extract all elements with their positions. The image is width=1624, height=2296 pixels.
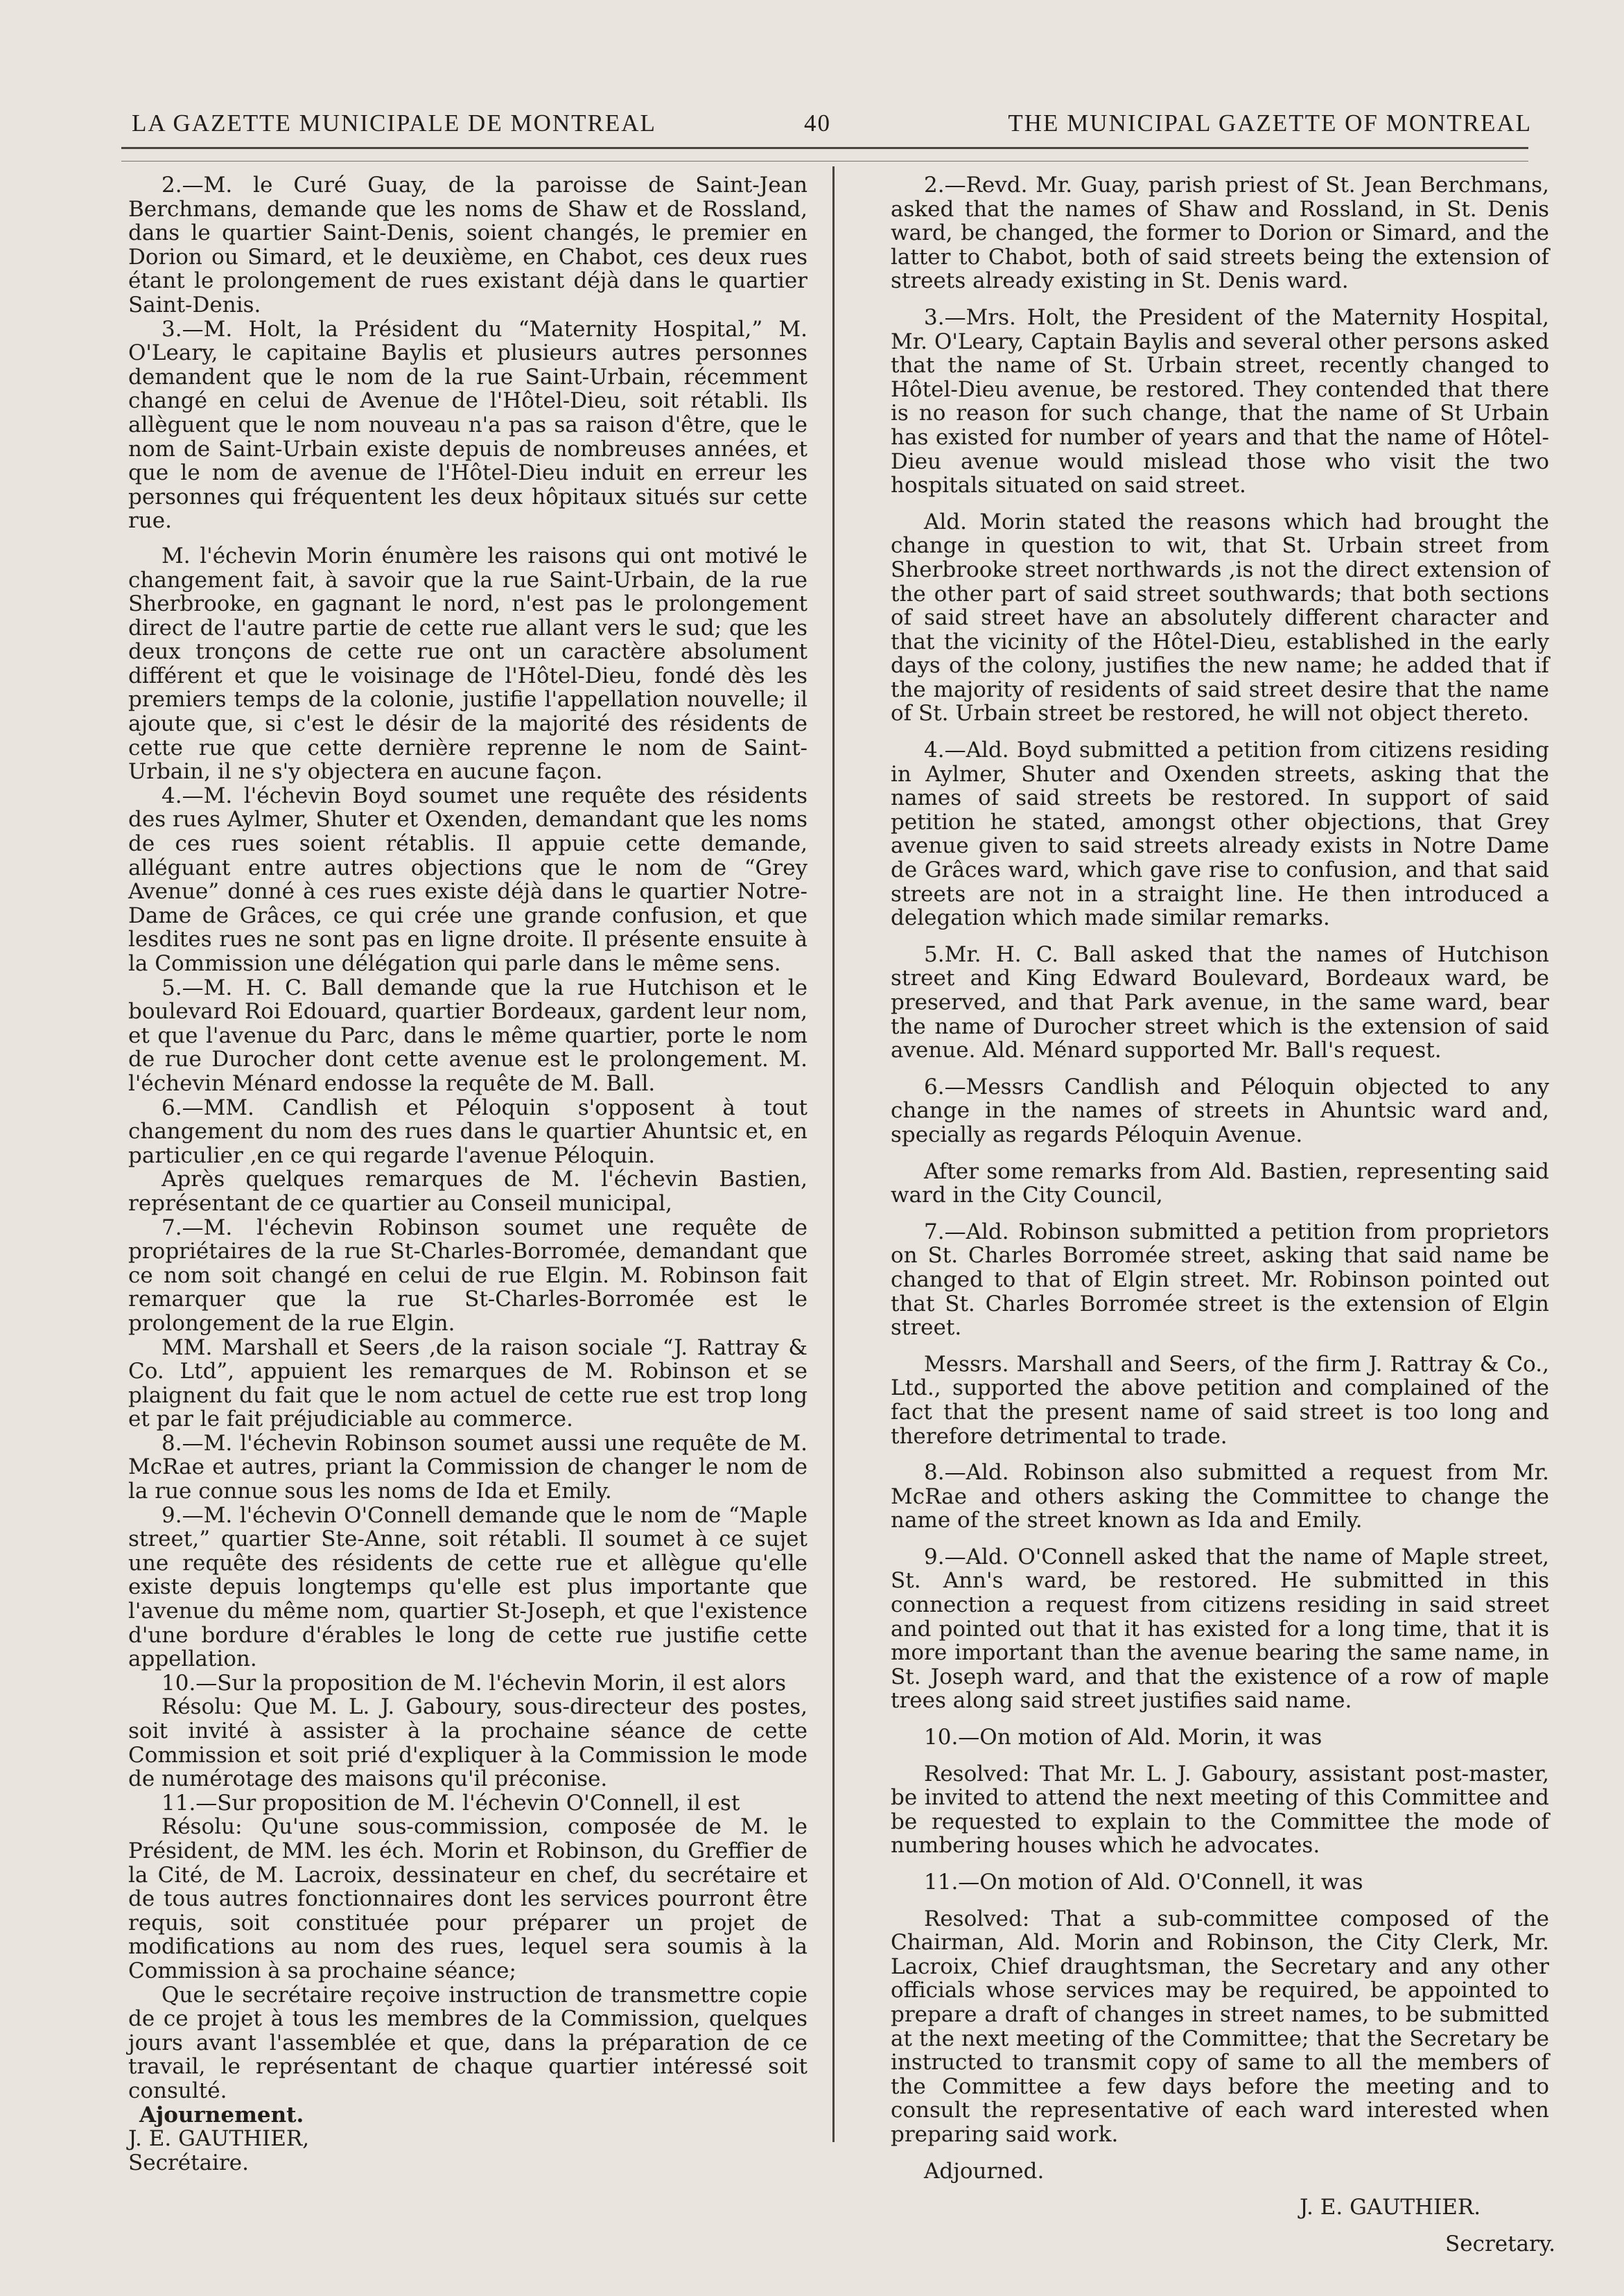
en-paragraph-bastien: After some remarks from Ald. Bastien, representing said ward in the City Council, bbox=[891, 1158, 1549, 1208]
english-column bbox=[891, 173, 1556, 2268]
en-paragraph-10: 10.—On motion of Ald. Morin, it was bbox=[924, 1725, 1322, 1750]
fr-paragraph-6: 6.—MM. Candlish et Péloquin s'opposent à tout changement du nom des rues dans le quartier Ahuntsic et, en particulier ,en ce qui regarde l'avenue Péloquin. bbox=[128, 1095, 807, 1168]
en-paragraph-6: 6.—Messrs Candlish and Péloquin objected to any change in the names of streets in Ahuntsic ward and, specially as regards Péloquin Avenue. bbox=[891, 1074, 1549, 1147]
fr-paragraph-morin: M. l'échevin Morin énumère les raisons qui ont motivé le changement fait, à savoir que la rue Saint-Urbain, de la rue Sherbrooke, en gagnant le nord, n'est pas le prolongement direct de l'autre partie de cette rue allant vers le sud; que les deux tronçons de cette rue ont un caractère absolument différent et que le voisinage de l'Hôtel-Dieu, fondé dès les premiers temps de la colonie, justifie l'appellation nouvelle; il ajoute que, si c'est le désir de la majorité des résidents de cette rue que cette dernière reprenne le nom de Saint-Urbain, il ne s'y objectera en aucune façon. bbox=[128, 543, 807, 785]
fr-paragraph-11: 11.—Sur proposition de M. l'échevin O'Connell, il est bbox=[161, 1790, 740, 1816]
en-paragraph-8: 8.—Ald. Robinson also submitted a request from Mr. McRae and others asking the Committee to change the name of the street known as Ida and Emily. bbox=[891, 1460, 1549, 1533]
en-paragraph-3: 3.—Mrs. Holt, the President of the Maternity Hospital, Mr. O'Leary, Captain Baylis and several other persons asked that the name of St. Urbain street, recently changed to Hôtel-Dieu avenue, be restored. They contended that there is no reason for such change, that the name of St Urbain has existed for number of years and that the name of Hôtel-Dieu avenue would mislead those who visit the two hospitals situated on said street. bbox=[891, 304, 1549, 498]
fr-paragraph-10-resolution: Résolu: Que M. L. J. Gaboury, sous-directeur des postes, soit invité à assister à la prochaine séance de cette Commission et soit prié d'expliquer à la Commission le mode de numérotage des maisons qu'il préconise. bbox=[128, 1694, 807, 1792]
header-english-title: THE MUNICIPAL GAZETTE OF MONTREAL bbox=[1008, 110, 1532, 137]
fr-paragraph-8: 8.—M. l'échevin Robinson soumet aussi une requête de M. McRae et autres, priant la Commission de changer le nom de la rue connue sous les noms de Ida et Emily. bbox=[128, 1430, 807, 1504]
fr-signature-name: J. E. GAUTHIER, bbox=[128, 2126, 310, 2152]
fr-paragraph-10: 10.—Sur la proposition de M. l'échevin Morin, il est alors bbox=[161, 1670, 786, 1696]
en-paragraph-4: 4.—Ald. Boyd submitted a petition from citizens residing in Aylmer, Shuter and Oxenden streets, asking that the names of said streets be restored. In support of said petition he stated, amongst other objections, that Grey avenue given to said streets already exists in Notre Dame de Grâces ward, which gave rise to confusion, and that said streets are not in a straight line. He then introduced a delegation which made similar remarks. bbox=[891, 738, 1549, 931]
french-column bbox=[128, 173, 807, 2175]
en-paragraph-5: 5.Mr. H. C. Ball asked that the names of Hutchison street and King Edward Boulevard, Bordeaux ward, be preserved, and that Park avenue, in the same ward, bear the name of Durocher street which is the extension of said avenue. Ald. Ménard supported Mr. Ball's request. bbox=[891, 941, 1549, 1063]
page-header bbox=[118, 104, 1532, 146]
header-french-title: LA GAZETTE MUNICIPALE DE MONTREAL bbox=[132, 110, 656, 137]
fr-paragraph-9: 9.—M. l'échevin O'Connell demande que le nom de “Maple street,” quartier Ste-Anne, soit rétabli. Il soumet à ce sujet une requête des résidents de cette rue et allègue qu'elle existe depuis longtemps qu'elle est plus importante que l'avenue du même nom, quartier St-Joseph, et que l'existence d'une bordure d'érables le long de cette rue justifie cette appellation. bbox=[128, 1502, 807, 1672]
page-number: 40 bbox=[804, 110, 831, 137]
fr-paragraph-5: 5.—M. H. C. Ball demande que la rue Hutchison et le boulevard Roi Edouard, quartier Bordeaux, gardent leur nom, et que l'avenue du Parc, dans le même quartier, porte le nom de rue Durocher dont cette avenue est le prolongement. M. l'échevin Ménard endosse la requête de M. Ball. bbox=[128, 975, 807, 1096]
en-paragraph-marshall: Messrs. Marshall and Seers, of the firm J. Rattray & Co., Ltd., supported the above petition and complained of the fact that the present name of said street is too long and therefore detrimental to trade. bbox=[891, 1351, 1549, 1449]
header-rule bbox=[121, 147, 1528, 149]
fr-paragraph-4: 4.—M. l'échevin Boyd soumet une requête des résidents des rues Aylmer, Shuter et Oxenden, demandant que les noms de ces rues soient rétablis. Il appuie cette demande, alléguant entre autres objections que le nom de “Grey Avenue” donné à ces rues existe déjà dans le quartier Notre-Dame de Grâces, ce qui crée une grande confusion, et que lesdites rues ne sont pas en ligne droite. Il présente ensuite à la Commission une délégation qui parle dans le même sens. bbox=[128, 783, 807, 976]
column-divider bbox=[832, 166, 835, 2142]
header-rule-thin bbox=[121, 161, 1528, 162]
en-paragraph-11-resolution: Resolved: That a sub-committee composed of the Chairman, Ald. Morin and Robinson, the City Clerk, Mr. Lacroix, Chief draughtsman, the Secretary and any other officials whose services may be required, be appointed to prepare a draft of changes in street names, to be submitted at the next meeting of the Committee; that the Secretary be instructed to transmit copy of same to all the members of the Committee a few days before the meeting and to consult the representative of each ward interested when preparing said work. bbox=[891, 1906, 1549, 2147]
fr-paragraph-3: 3.—M. Holt, la Président du “Maternity Hospital,” M. O'Leary, le capitaine Baylis et plusieurs autres personnes demandent que le nom de la rue Saint-Urbain, récemment changé en celui de Avenue de l'Hôtel-Dieu, soit rétabli. Ils allèguent que le nom nouveau n'a pas sa raison d'être, que le nom de Saint-Urbain existe depuis de nombreuses années, et que le nom de avenue de l'Hôtel-Dieu induit en erreur les personnes qui fréquentent les deux hôpitaux situés sur cette rue. bbox=[128, 316, 807, 534]
fr-paragraph-11-resolution: Résolu: Qu'une sous-commission, composée de M. le Président, de MM. les éch. Morin et Robinson, du Greffier de la Cité, de M. Lacroix, dessinateur en chef, du secrétaire et de tous autres fonctionnaires dont les services pourront être requis, soit constituée pour préparer un projet de modifications au nom des rues, lequel sera soumis à la Commission à sa prochaine séance; bbox=[128, 1814, 807, 1983]
en-paragraph-11: 11.—On motion of Ald. O'Connell, it was bbox=[924, 1870, 1363, 1895]
fr-closing: Ajournement. bbox=[139, 2102, 304, 2128]
fr-paragraph-bastien: Après quelques remarques de M. l'échevin Bastien, représentant de ce quartier au Conseil municipal, bbox=[128, 1167, 807, 1216]
en-paragraph-9: 9.—Ald. O'Connell asked that the name of Maple street, St. Ann's ward, be restored. He submitted in this connection a request from citizens residing in said street and pointed out that it has existed for a long time, that it is more important than the avenue bearing the same name, in St. Joseph ward, and that the existence of a row of maple trees along said street justifies said name. bbox=[891, 1544, 1549, 1714]
en-signature-name: J. E. GAUTHIER. bbox=[1300, 2195, 1481, 2220]
fr-paragraph-11-secretary: Que le secrétaire reçoive instruction de transmettre copie de ce projet à tous les membres de la Commission, quelques jours avant l'assemblée et que, dans la préparation de ce travail, le représentant de chaque quartier intéressé soit consulté. bbox=[128, 1982, 807, 2103]
fr-paragraph-marshall: MM. Marshall et Seers ,de la raison sociale “J. Rattray & Co. Ltd”, appuient les remarques de M. Robinson et se plaignent du fait que le nom actuel de cette rue est trop long et par le fait préjudiciable au commerce. bbox=[128, 1334, 807, 1432]
en-paragraph-10-resolution: Resolved: That Mr. L. J. Gaboury, assistant post-master, be invited to attend the next meeting of this Committee and be requested to explain to the Committee the mode of numbering houses which he advocates. bbox=[891, 1761, 1549, 1859]
en-paragraph-7: 7.—Ald. Robinson submitted a petition from proprietors on St. Charles Borromée street, asking that said name be changed to that of Elgin street. Mr. Robinson pointed out that St. Charles Borromée street is the extension of Elgin street. bbox=[891, 1219, 1549, 1341]
en-signature-title: Secretary. bbox=[1445, 2231, 1556, 2256]
en-closing: Adjourned. bbox=[924, 2158, 1045, 2184]
fr-paragraph-7: 7.—M. l'échevin Robinson soumet une requête de propriétaires de la rue St-Charles-Borromée, demandant que ce nom soit changé en celui de rue Elgin. M. Robinson fait remarquer que la rue St-Charles-Borromée est le prolongement de la rue Elgin. bbox=[128, 1215, 807, 1336]
fr-signature-title: Secrétaire. bbox=[128, 2150, 249, 2175]
en-paragraph-2: 2.—Revd. Mr. Guay, parish priest of St. Jean Berchmans, asked that the names of Shaw and Rossland, in St. Denis ward, be changed, the former to Dorion or Simard, and the latter to Chabot, both of said streets being the extension of streets already existing in St. Denis ward. bbox=[891, 173, 1549, 294]
en-paragraph-morin: Ald. Morin stated the reasons which had brought the change in question to wit, that St. Urbain street from Sherbrooke street northwards ,is not the direct extension of the other part of said street southwards; that both sections of said street have an absolutely different character and that the vicinity of the Hôtel-Dieu, established in the early days of the colony, justifies the new name; he added that if the majority of residents of said street desire that the name of St. Urbain street be restored, he will not object thereto. bbox=[891, 509, 1549, 727]
fr-paragraph-2: 2.—M. le Curé Guay, de la paroisse de Saint-Jean Berchmans, demande que les noms de Shaw et de Rossland, dans le quartier Saint-Denis, soient changés, le premier en Dorion ou Simard, et le deuxième, en Chabot, ces deux rues étant le prolongement de rues existant déjà dans le quartier Saint-Denis. bbox=[128, 173, 807, 318]
